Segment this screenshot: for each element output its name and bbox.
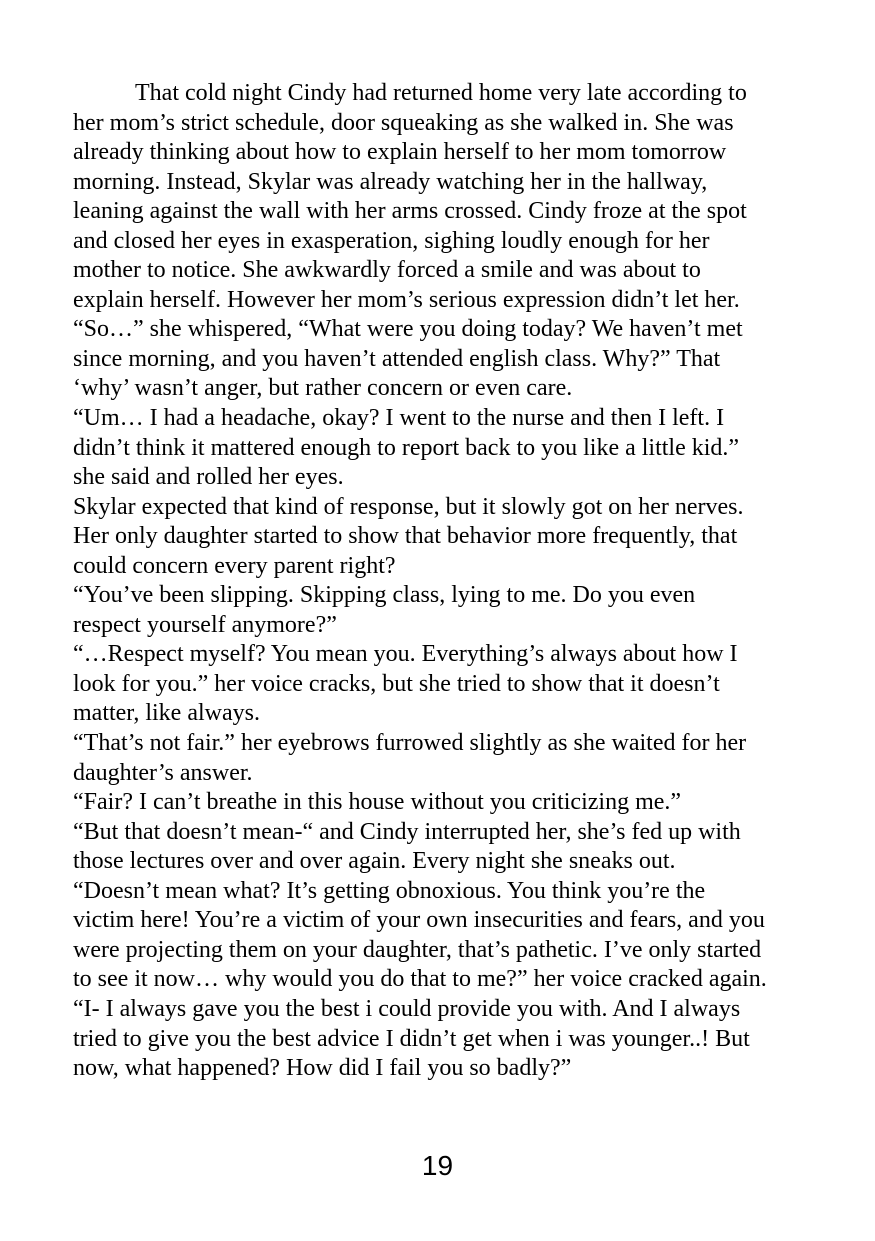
text-line: “But that doesn’t mean-“ and Cindy interrupted her, she’s fed up with: [73, 818, 741, 845]
text-line: since morning, and you haven’t attended english class. Why?” That: [73, 345, 721, 372]
text-line: morning. Instead, Skylar was already watching her in the hallway,: [73, 168, 708, 195]
text-line: “You’ve been slipping. Skipping class, lying to me. Do you even: [73, 582, 696, 609]
text-line: “That’s not fair.” her eyebrows furrowed slightly as she waited for her: [73, 730, 747, 757]
text-line: could concern every parent right?: [73, 552, 396, 579]
text-line: “Doesn’t mean what? It’s getting obnoxious. You think you’re the: [73, 877, 706, 904]
text-line: didn’t think it mattered enough to report back to you like a little kid.”: [73, 434, 740, 461]
text-line: and closed her eyes in exasperation, sighing loudly enough for her: [73, 227, 710, 254]
text-line: Her only daughter started to show that behavior more frequently, that: [73, 523, 738, 550]
page-body-text: [73, 79, 818, 1084]
text-line: to see it now… why would you do that to me?” her voice cracked again.: [73, 966, 767, 993]
text-line: “…Respect myself? You mean you. Everything’s always about how I: [73, 641, 738, 668]
text-line: victim here! You’re a victim of your own insecurities and fears, and you: [73, 907, 765, 934]
text-line: her mom’s strict schedule, door squeaking as she walked in. She was: [73, 109, 734, 136]
text-line: matter, like always.: [73, 700, 260, 727]
text-line: leaning against the wall with her arms crossed. Cindy froze at the spot: [73, 198, 747, 225]
text-line: already thinking about how to explain herself to her mom tomorrow: [73, 139, 727, 166]
text-line: were projecting them on your daughter, that’s pathetic. I’ve only started: [73, 936, 762, 963]
text-line: look for you.” her voice cracks, but she tried to show that it doesn’t: [73, 670, 720, 697]
text-line: daughter’s answer.: [73, 759, 253, 786]
text-line: explain herself. However her mom’s serious expression didn’t let her.: [73, 286, 740, 313]
text-line: now, what happened? How did I fail you so badly?”: [73, 1055, 572, 1082]
text-line: That cold night Cindy had returned home very late according to: [135, 80, 747, 106]
text-line: respect yourself anymore?”: [73, 611, 337, 638]
text-line: “Um… I had a headache, okay? I went to the nurse and then I left. I: [73, 405, 725, 432]
text-line: “I- I always gave you the best i could provide you with. And I always: [73, 995, 741, 1022]
text-line: Skylar expected that kind of response, but it slowly got on her nerves.: [73, 493, 744, 520]
text-line: ‘why’ wasn’t anger, but rather concern or even care.: [73, 375, 573, 402]
text-line: “So…” she whispered, “What were you doing today? We haven’t met: [73, 316, 743, 343]
page-number: 19: [421, 1150, 454, 1181]
text-line: she said and rolled her eyes.: [73, 464, 344, 491]
text-line: those lectures over and over again. Every night she sneaks out.: [73, 848, 676, 875]
text-line: mother to notice. She awkwardly forced a smile and was about to: [73, 257, 701, 284]
text-line: “Fair? I can’t breathe in this house without you criticizing me.”: [73, 789, 682, 816]
text-line: tried to give you the best advice I didn’t get when i was younger..! But: [73, 1025, 750, 1052]
